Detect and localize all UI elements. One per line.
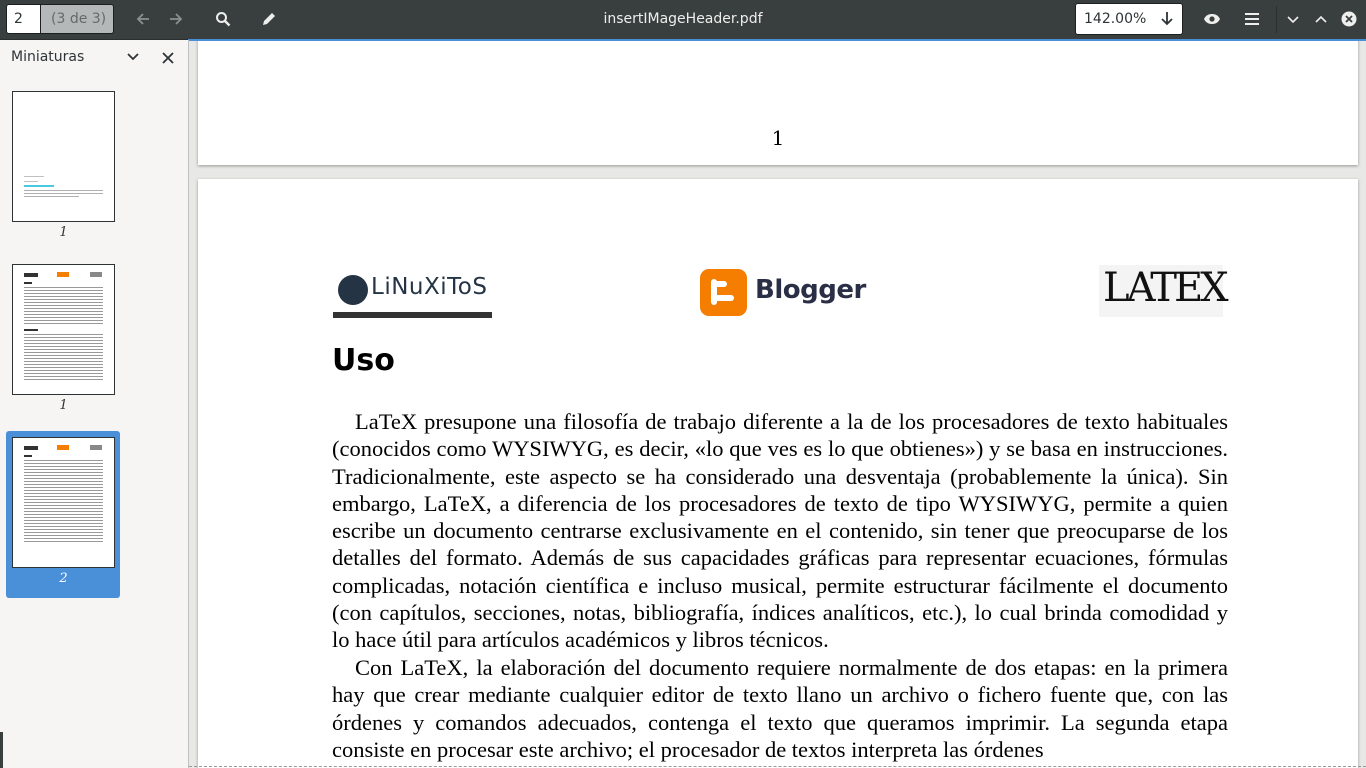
latex-logo-text: LATEX (1103, 265, 1226, 311)
page-boundary (189, 766, 1366, 767)
close-window-button[interactable] (1333, 4, 1365, 34)
sidebar-edge-tab (0, 732, 3, 768)
document-title: insertIMageHeader.pdf (603, 11, 763, 27)
back-button[interactable] (127, 4, 159, 34)
latex-logo (1099, 265, 1226, 317)
menu-button[interactable] (1236, 4, 1268, 34)
blogger-logo-text: Blogger (755, 275, 866, 305)
search-icon (215, 11, 231, 27)
page-thumbnail[interactable] (12, 264, 115, 395)
linuxitos-logo-text: LiNuXiToS (371, 274, 488, 300)
thumbnail-label: 1 (59, 398, 68, 413)
eye-icon (1203, 13, 1221, 25)
page-number-footer: 1 (771, 126, 785, 150)
zoom-select[interactable] (1075, 3, 1183, 35)
sidebar (0, 40, 189, 768)
close-icon (1341, 11, 1357, 27)
thumbnail-label: 2 (59, 571, 68, 586)
search-button[interactable] (207, 4, 239, 34)
zoom-down-arrow-icon[interactable] (1160, 11, 1174, 27)
section-heading: Uso (332, 343, 395, 378)
page-thumbnail[interactable] (12, 91, 115, 222)
close-icon[interactable] (162, 52, 174, 64)
annotate-button[interactable] (253, 4, 285, 34)
body-paragraph: Con LaTeX, la elaboración del documento requiere normalmente de dos etapas: en la primera hay que crear mediante cualquier editor de texto llano un archivo o fichero fuente que, con las órdenes y comandos adecuados, contenga el texto que queramos imprimir. La segunda etapa consiste en procesar este archivo; el procesador de textos interpreta las órdenes (332, 655, 1228, 762)
sidebar-title: Miniaturas (11, 49, 85, 65)
page-thumbnail[interactable] (12, 437, 115, 568)
thumbnail-label: 1 (59, 225, 68, 240)
zoom-value: 142.00% (1084, 11, 1147, 27)
linuxitos-logo (333, 270, 492, 318)
chevron-down-icon[interactable] (126, 52, 140, 62)
forward-button[interactable] (160, 4, 192, 34)
page-number-input[interactable]: 2 (6, 4, 41, 34)
pdf-page (198, 179, 1358, 768)
chevron-up-icon (1314, 14, 1328, 24)
document-view[interactable] (189, 41, 1366, 768)
pdf-page (198, 41, 1358, 165)
forward-arrow-icon (168, 11, 184, 27)
chevron-down-icon (1286, 14, 1300, 24)
view-button[interactable] (1196, 4, 1228, 34)
body-paragraph: LaTeX presupone una filosofía de trabajo diferente a la de los procesadores de texto habituales (conocidos como WYSIWYG, es decir, «lo que ves es lo que obtienes») y se basa en instrucciones. Tradicionalmente, este aspecto se ha considerado una desventaja (probablemente la única). Sin embargo, LaTeX, a diferencia de los procesadores de texto de tipo WYSIWYG, permite a quien escribe un documento centrarse exclusivamente en el contenido, sin tener que preocuparse de los detalles del formato. Además de sus capacidades gráficas para representar ecuaciones, fórmulas complicadas, notación científica e incluso musical, permite estructurar fácilmente el documento (con capítulos, secciones, notas, bibliografía, índices analíticos, etc.), lo cual brinda comodidad y lo hace útil para artículos académicos y libros técnicos. (332, 409, 1228, 653)
page-count-label: (3 de 3) (41, 4, 114, 34)
pencil-icon (261, 11, 277, 27)
back-arrow-icon (135, 11, 151, 27)
menu-icon (1245, 13, 1259, 25)
header-bar (0, 0, 1366, 40)
